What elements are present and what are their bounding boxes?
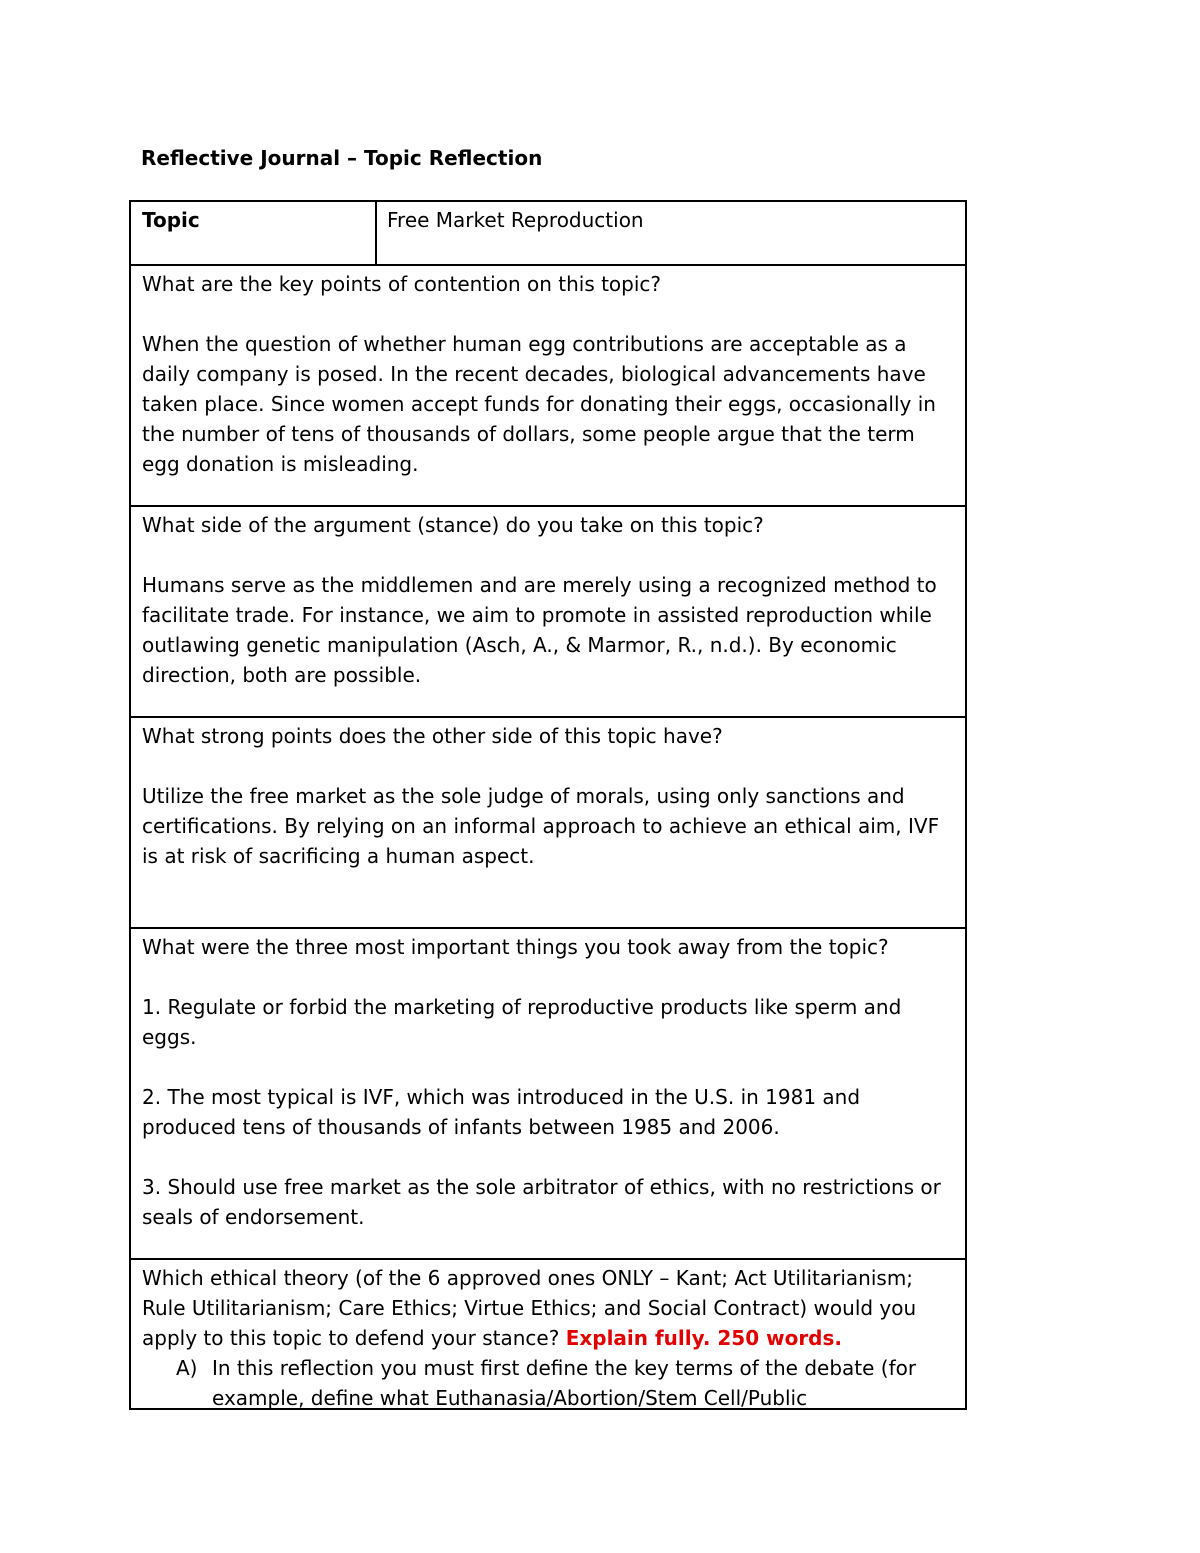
document-title: Reflective Journal – Topic Reflection	[141, 146, 543, 170]
word-count-instruction: Explain fully. 250 words.	[565, 1326, 842, 1350]
takeaway-item: 2. The most typical is IVF, which was introduced in the U.S. in 1981 and produced tens of thousands of infants between 1985 and 2006.	[142, 1085, 861, 1139]
list-item-text: In this reflection you must first define the key terms of the debate (for example, define what Euthanasia/Abortion/Stem Cell/Public	[212, 1356, 917, 1408]
takeaway-item: 1. Regulate or forbid the marketing of reproductive products like sperm and eggs.	[142, 995, 902, 1049]
other-side-answer: Utilize the free market as the sole judge of morals, using only sanctions and certifications. By relying on an informal approach to achieve an ethical aim, IVF is at risk of sacrificing a human aspect.	[142, 784, 940, 868]
instruction-list-item	[142, 1353, 953, 1408]
contention-question: What are the key points of contention on this topic?	[142, 272, 662, 296]
stance-question: What side of the argument (stance) do you take on this topic?	[142, 513, 764, 537]
other-side-section	[131, 716, 965, 927]
contention-section	[131, 264, 965, 505]
topic-row	[131, 202, 965, 264]
stance-section	[131, 505, 965, 716]
reflection-table	[129, 200, 967, 1410]
contention-answer: When the question of whether human egg contributions are acceptable as a daily company is posed. In the recent decades, biological advancements have taken place. Since women accept funds for donating their eggs, occasionally in the number of tens of thousands of dollars, some people argue that the term egg donation is misleading.	[142, 332, 936, 476]
takeaway-item: 3. Should use free market as the sole arbitrator of ethics, with no restrictions or seals of endorsement.	[142, 1175, 941, 1229]
topic-value: Free Market Reproduction	[387, 208, 644, 232]
topic-label: Topic	[131, 202, 377, 264]
other-side-question: What strong points does the other side of this topic have?	[142, 724, 723, 748]
ethical-theory-section	[131, 1258, 965, 1408]
takeaways-section	[131, 927, 965, 1258]
list-marker: A)	[176, 1356, 198, 1380]
ethical-theory-question	[142, 1263, 953, 1353]
ethical-theory-question-text: Which ethical theory (of the 6 approved ones ONLY – Kant; Act Utilitarianism; Rule Utilitarianism; Care Ethics; Virtue Ethics; and Social Contract) would you apply to this topic to defend your stance?	[142, 1266, 917, 1350]
takeaways-question: What were the three most important things you took away from the topic?	[142, 935, 889, 959]
stance-answer: Humans serve as the middlemen and are merely using a recognized method to facilitate trade. For instance, we aim to promote in assisted reproduction while outlawing genetic manipulation (Asch, A., & Marmor, R., n.d.). By economic direction, both are possible.	[142, 573, 937, 687]
